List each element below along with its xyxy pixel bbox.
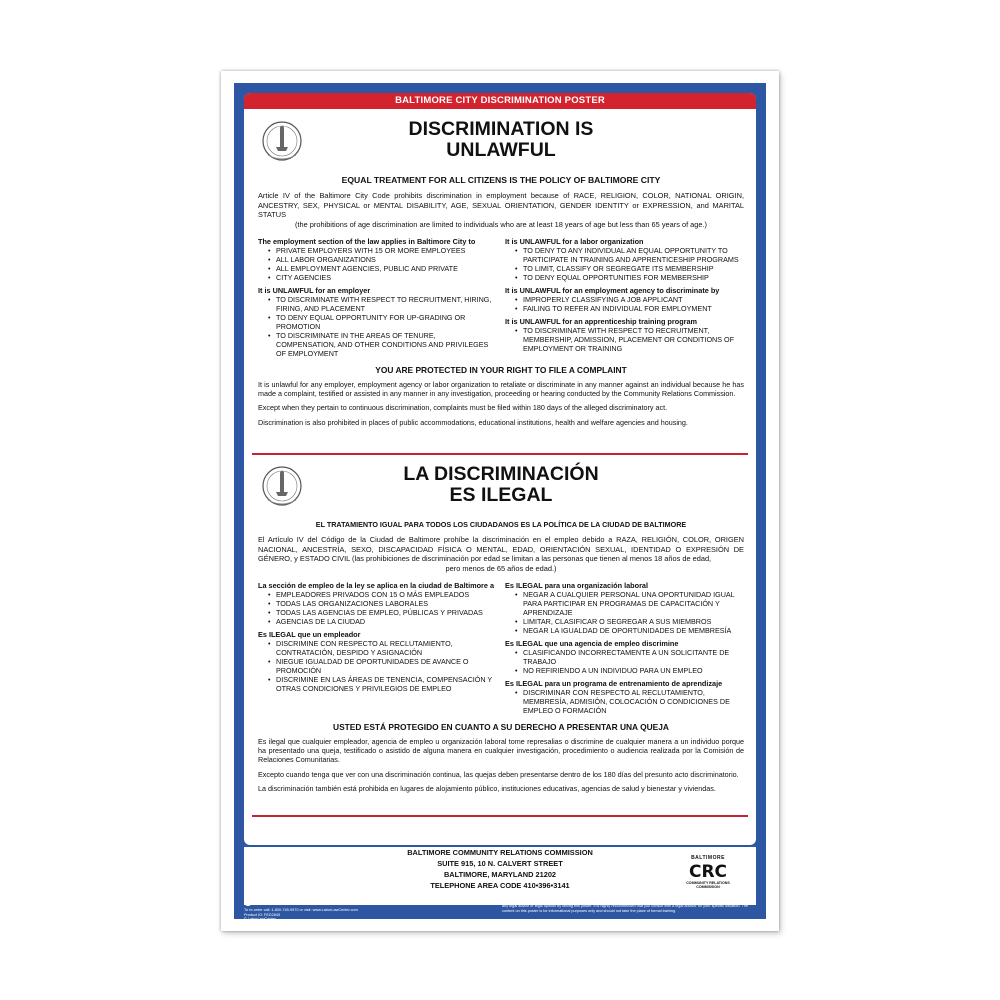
poster-border [234, 83, 766, 922]
intro-note: pero menos de 65 años de edad.) [445, 563, 557, 573]
list-item: • TODAS LAS ORGANIZACIONES LABORALES [268, 599, 497, 608]
contact-org: BALTIMORE COMMUNITY RELATIONS COMMISSION [407, 848, 593, 857]
list-item: • DISCRIMINAR CON RESPECTO AL RECLUTAMIENTO, MEMBRESÍA, ADMISIÓN, COLOCACIÓN O CONDICIONES DE EMPLEO O FORMACIÓN [515, 688, 744, 715]
contact-city: BALTIMORE, MARYLAND 21202 [443, 870, 557, 879]
list-item: • NIEGUE IGUALDAD DE OPORTUNIDADES DE AVANCE O PROMOCIÓN [268, 657, 497, 675]
list-item: • CLASIFICANDO INCORRECTAMENTE A UN SOLICITANTE DE TRABAJO [515, 648, 744, 666]
list-item: • ALL EMPLOYMENT AGENCIES, PUBLIC AND PRIVATE [268, 264, 497, 273]
list-item: • TO DISCRIMINATE WITH RESPECT TO RECRUITMENT, HIRING, FIRING, AND PLACEMENT [268, 295, 497, 313]
left-column [258, 237, 497, 358]
right-column [505, 581, 744, 715]
rule-heading: It is UNLAWFUL for an apprenticeship training program [505, 317, 698, 326]
rule-heading: La sección de empleo de la ley se aplica en la ciudad de Baltimore a [258, 581, 495, 590]
intro-paragraph [258, 191, 744, 229]
title-line-2: UNLAWFUL [446, 139, 556, 161]
rule-list [258, 590, 497, 626]
list-item: • EMPLEADORES PRIVADOS CON 15 O MÁS EMPLEADOS [268, 590, 497, 599]
title-row [258, 462, 744, 514]
list-item: • TO DENY EQUAL OPPORTUNITIES FOR MEMBERSHIP [515, 273, 744, 282]
list-item: • NEGAR LA IGUALDAD DE OPORTUNIDADES DE MEMBRESÍA [515, 626, 744, 635]
title-line-1: DISCRIMINATION IS [408, 118, 594, 140]
brand-name: LaborLawCenter [254, 897, 314, 906]
rule-list [505, 326, 744, 353]
rule-list [258, 639, 497, 693]
intro-text: Article IV of the Baltimore City Code prohibits discrimination in employment because of RACE, RELIGION, COLOR, NATIONAL ORIGIN, ANCESTRY, SEX, PHYSICAL or MENTAL DISABILITY, AGE, SEXUAL ORIENTATION, GENDER IDENTITY or EXPRESSION, and MARITAL STATUS [258, 191, 744, 219]
intro-paragraph [258, 535, 744, 573]
rules-columns [258, 581, 744, 715]
list-item: • DISCRIMINE EN LAS ÁREAS DE TENENCIA, COMPENSACIÓN Y OTRAS CONDICIONES Y PRIVILEGIOS DE EMPLEO [268, 675, 497, 693]
rule-heading: It is UNLAWFUL for an employment agency to discriminate by [505, 286, 720, 295]
list-item: • TO LIMIT, CLASSIFY OR SEGREGATE ITS MEMBERSHIP [515, 264, 744, 273]
english-section [258, 117, 744, 427]
rule-heading: It is UNLAWFUL for a labor organization [505, 237, 644, 246]
rule-list [505, 688, 744, 715]
list-item: • TO DENY TO ANY INDIVIDUAL AN EQUAL OPPORTUNITY TO PARTICIPATE IN TRAINING AND APPRENTICESHIP PROGRAMS [515, 246, 744, 264]
section-divider [252, 453, 748, 455]
policy-subhead: EQUAL TREATMENT FOR ALL CITIZENS IS THE POLICY OF BALTIMORE CITY [341, 175, 661, 185]
scope-paragraph: La discriminación también está prohibida en lugares de alojamiento público, instituciones educativas, agencias de salud y bienestar y viviendas. [258, 783, 716, 793]
list-item: • NO REFIRIENDO A UN INDIVIDUO PARA UN EMPLEO [515, 666, 744, 675]
list-item: • ALL LABOR ORGANIZATIONS [268, 255, 497, 264]
rule-list [505, 648, 744, 675]
poster-sheet [221, 71, 779, 931]
disclaimer-text: LaborLawCenter, Inc. does NOT assume responsibility for the use, actions, or decisions made by the employer. LaborLawCenter, Inc. is NOT providing any legal advice or legal opinion by selling this poster. It is highly recommended that you consult with a legal advisor for your specific situation. The content on this poster is for informational purposes only and should not take the place of formal training. [502, 899, 756, 913]
policy-subhead: EL TRATAMIENTO IGUAL PARA TODOS LOS CIUDADANOS ES LA POLÍTICA DE LA CIUDAD DE BALTIMORE [315, 520, 687, 529]
product-id: Product ID: FED2845 [244, 912, 281, 917]
page-title-spanish [258, 462, 744, 506]
reorder-line: To re-order call: 1-800-745-9970 or visit: www.LaborLawCenter.com [244, 908, 358, 912]
list-item: • DISCRIMINE CON RESPECTO AL RECLUTAMIENTO, CONTRATACIÓN, DESPIDO Y ASIGNACIÓN [268, 639, 497, 657]
list-item: • LIMITAR, CLASIFICAR O SEGREGAR A SUS MIEMBROS [515, 617, 744, 626]
crc-logo [686, 853, 730, 899]
list-item: • TODAS LAS AGENCIAS DE EMPLEO, PÚBLICAS Y PRIVADAS [268, 608, 497, 617]
contact-suite: SUITE 915, 10 N. CALVERT STREET [437, 859, 563, 868]
title-row [258, 117, 744, 169]
deadline-paragraph: Excepto cuando tenga que ver con una discriminación continua, las quejas deben presentarse dentro de los 180 días del presunto acto discriminatorio. [258, 769, 739, 779]
rule-heading: It is UNLAWFUL for an employer [258, 286, 371, 295]
list-item: • NEGAR A CUALQUIER PERSONAL UNA OPORTUNIDAD IGUAL PARA PARTICIPAR EN PROGRAMAS DE CAPACITACIÓN Y APRENDIZAJE [515, 590, 744, 617]
crc-logo-letters: CRC [688, 862, 728, 882]
list-item: • TO DISCRIMINATE WITH RESPECT TO RECRUITMENT, MEMBERSHIP, ADMISSION, PLACEMENT OR CONDITIONS OF EMPLOYMENT OR TRAINING [515, 326, 744, 353]
contact-phone: TELEPHONE AREA CODE 410•396•3141 [430, 881, 570, 890]
crc-logo-top: BALTIMORE [691, 855, 725, 861]
rule-list [505, 295, 744, 313]
intro-text: El Artículo IV del Código de la Ciudad de Baltimore prohíbe la discriminación en el empleo debido a RAZA, RELIGIÓN, COLOR, ORIGEN NACIONAL, ANCESTRÍA, SEXO, DISCAPACIDAD FÍSICA O MENTAL, EDAD, ORIENTACIÓN SEXUAL, IDENTIDAD O EXPRESIÓN DE GÉNERO, y ESTADO CIVIL (las prohibiciones de discriminación por edad se limitan a las personas que tienen al menos 18 años de edad, [258, 535, 744, 563]
city-seal-icon [260, 119, 304, 167]
copyright: © LaborLawCenter [244, 917, 276, 922]
list-item: • CITY AGENCIES [268, 273, 497, 282]
rule-heading: Es ILEGAL que una agencia de empleo discrimine [505, 639, 679, 648]
scope-paragraph: Discrimination is also prohibited in places of public accommodations, educational institutions, health and welfare agencies and housing. [258, 417, 688, 427]
title-line-1: LA DISCRIMINACIÓN [403, 463, 599, 485]
rule-list [505, 246, 744, 282]
reorder-info [244, 908, 358, 922]
rule-heading: Es ILEGAL para una organización laboral [505, 581, 648, 590]
contact-divider [252, 815, 748, 817]
right-column [505, 237, 744, 358]
retaliation-paragraph: It is unlawful for any employer, employment agency or labor organization to retaliate or discriminate in any manner against an individual because he has made a complaint, testified or assisted in any manner in any investigation, proceeding or hearing conducted by the Community Relations Commission. [258, 380, 744, 399]
list-item: • TO DISCRIMINATE IN THE AREAS OF TENURE, COMPENSATION, AND OTHER CONDITIONS AND PRIVILEGES OF EMPLOYMENT [268, 331, 497, 358]
list-item: • TO DENY EQUAL OPPORTUNITY FOR UP-GRADING OR PROMOTION [268, 313, 497, 331]
list-item: • PRIVATE EMPLOYERS WITH 15 OR MORE EMPLOYEES [268, 246, 497, 255]
rule-list [258, 246, 497, 282]
left-column [258, 581, 497, 715]
poster-panel [244, 93, 756, 845]
intro-note: (the prohibitions of age discrimination are limited to individuals who are at least 18 years of age but less than 65 years of age.) [294, 219, 708, 229]
spanish-section [258, 462, 744, 793]
list-item: • IMPROPERLY CLASSIFYING A JOB APPLICANT [515, 295, 744, 304]
rule-list [505, 590, 744, 635]
brand-logo [244, 897, 313, 906]
retaliation-paragraph: Es ilegal que cualquier empleador, agencia de empleo u organización laboral tome represalias o discrimine de cualquier manera a un individuo porque ha presentado una queja, testificado o asistido de alguna manera en cualquier investigación, procedimiento o audiencia realizada por la Comisión de Relaciones Comunitarias. [258, 737, 744, 765]
complaint-heading: USTED ESTÁ PROTEGIDO EN CUANTO A SU DERECHO A PRESENTAR UNA QUEJA [333, 722, 669, 732]
complaint-heading: YOU ARE PROTECTED IN YOUR RIGHT TO FILE A COMPLAINT [375, 365, 627, 375]
poster-footer [244, 897, 756, 925]
rule-heading: Es ILEGAL para un programa de entrenamiento de aprendizaje [505, 679, 723, 688]
city-seal-icon [260, 464, 304, 512]
rule-list [258, 295, 497, 358]
poster-banner: BALTIMORE CITY DISCRIMINATION POSTER [244, 93, 756, 109]
list-item: • FAILING TO REFER AN INDIVIDUAL FOR EMPLOYMENT [515, 304, 744, 313]
rule-heading: Es ILEGAL que un empleador [258, 630, 361, 639]
crc-logo-sub: COMMUNITY RELATIONS COMMISSION [686, 881, 730, 889]
list-item: • AGENCIAS DE LA CIUDAD [268, 617, 497, 626]
rules-columns [258, 237, 744, 358]
title-line-2: ES ILEGAL [449, 484, 553, 506]
rule-heading: The employment section of the law applies in Baltimore City to [258, 237, 476, 246]
page-title [258, 117, 744, 161]
brand-dot-icon [244, 898, 252, 906]
deadline-paragraph: Except when they pertain to continuous discrimination, complaints must be filed within 180 days of the alleged discriminatory act. [258, 403, 668, 413]
